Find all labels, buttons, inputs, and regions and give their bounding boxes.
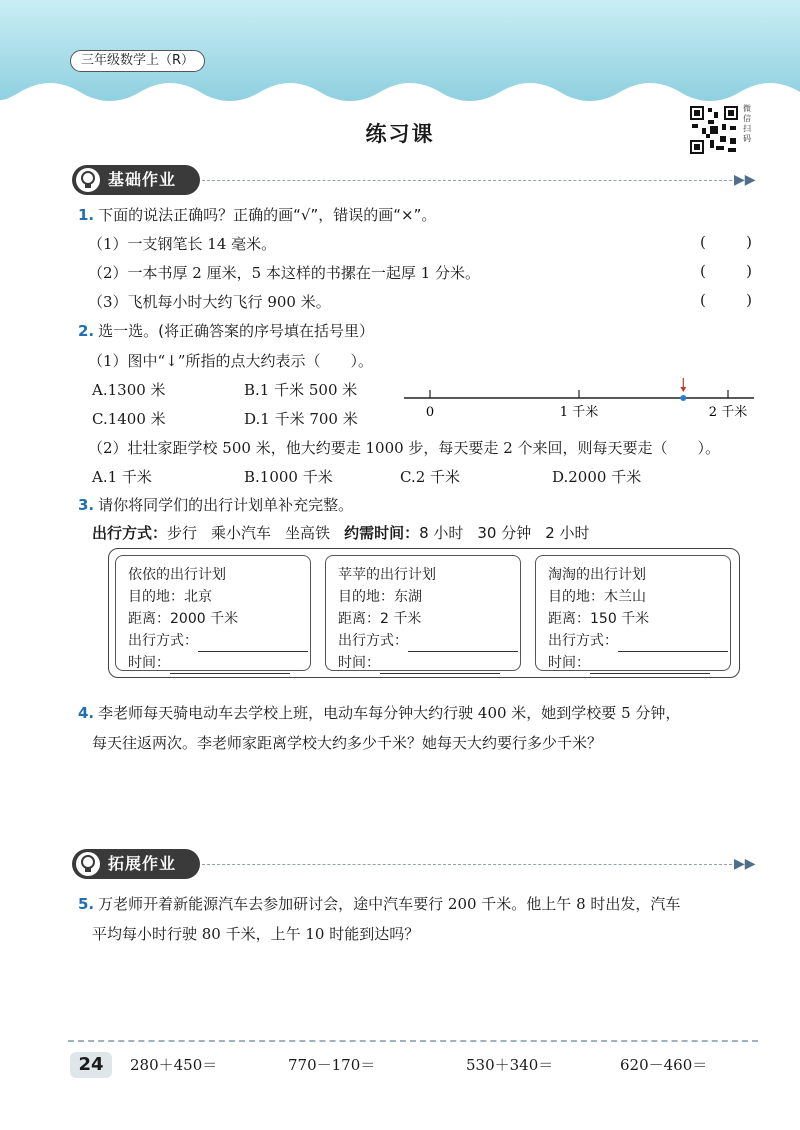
footer-divider — [68, 1040, 758, 1042]
plan-mode-row — [548, 630, 730, 652]
time-option: 2 小时 — [545, 524, 590, 542]
option-c[interactable]: C.2 千米 — [400, 468, 461, 486]
time-blank[interactable] — [170, 660, 290, 674]
question-number: 1. — [78, 206, 95, 224]
plan-card-yiyi — [115, 555, 311, 671]
section-divider — [202, 864, 732, 865]
question-4-line-2: 每天往返两次。李老师家距离学校大约多少千米？她每天大约要行多少千米？ — [92, 734, 603, 752]
option-d[interactable]: D.1 千米 700 米 — [244, 410, 358, 428]
time-option: 8 小时 — [419, 524, 464, 542]
time-blank[interactable] — [590, 660, 710, 674]
mode-option: 乘小汽车 — [211, 524, 272, 542]
question-3-title — [78, 494, 353, 515]
plan-time-row — [338, 652, 520, 674]
plan-card-pingping — [325, 555, 521, 671]
plan-time-row — [548, 652, 730, 674]
answer-blank[interactable] — [700, 291, 752, 309]
option-b[interactable]: B.1 千米 500 米 — [244, 381, 358, 399]
question-4-line-1 — [78, 702, 680, 723]
answer-blank[interactable] — [700, 233, 752, 251]
mental-calc-3: 530＋340＝ — [466, 1056, 554, 1074]
question-5-line-1 — [78, 893, 768, 914]
plan-mode-label: 出行方式： — [128, 633, 198, 649]
paren-close: ) — [746, 262, 752, 280]
question-text: 选一选。(将正确答案的序号填在括号里） — [98, 322, 374, 340]
question-number: 4. — [78, 704, 95, 722]
option-a[interactable]: A.1300 米 — [92, 381, 166, 399]
plan-destination: 目的地：北京 — [128, 589, 212, 605]
time-label: 约需时间： — [344, 524, 420, 542]
option-d[interactable]: D.2000 千米 — [552, 468, 642, 486]
paren-open: ( — [700, 291, 706, 309]
page-number: 24 — [70, 1052, 112, 1078]
time-blank[interactable] — [380, 660, 500, 674]
plan-mode-row — [128, 630, 310, 652]
paren-close: ) — [746, 233, 752, 251]
question-text: 万老师开着新能源汽车去参加研讨会，途中汽车要行 200 千米。他上午 8 时出发，汽车 — [98, 895, 681, 913]
plan-distance: 距离：2 千米 — [338, 611, 422, 627]
plan-mode-label: 出行方式： — [338, 633, 408, 649]
plan-time-label: 时间： — [548, 655, 590, 671]
section-label-basic: 基础作业 — [108, 170, 177, 189]
travel-options-row — [92, 522, 604, 543]
lightbulb-icon — [76, 168, 100, 192]
section-label-extended: 拓展作业 — [108, 854, 177, 873]
mode-option: 坐高铁 — [285, 524, 331, 542]
qr-code-icon[interactable] — [688, 104, 740, 156]
answer-area[interactable] — [92, 952, 742, 1032]
q1-item-1: （1）一支钢笔长 14 毫米。 — [88, 235, 277, 253]
page-title: 练习课 — [365, 122, 435, 146]
plan-mode-row — [338, 630, 520, 652]
paren-close: ) — [746, 291, 752, 309]
question-number: 2. — [78, 322, 95, 340]
tick-label-2km: 2 千米 — [708, 405, 748, 420]
mental-calc-4: 620－460＝ — [620, 1056, 708, 1074]
plan-card-taotao — [535, 555, 731, 671]
plan-destination: 目的地：东湖 — [338, 589, 422, 605]
tick-label-0: 0 — [425, 405, 435, 420]
q2-sub1-stem: （1）图中“↓”所指的点大约表示（ ）。 — [88, 352, 373, 370]
mental-calc-1: 280＋450＝ — [130, 1056, 218, 1074]
question-text: 李老师每天骑电动车去学校上班，电动车每分钟大约行驶 400 米，她到学校要 5 分钟， — [98, 704, 681, 722]
lightbulb-icon — [76, 852, 100, 876]
section-badge-extended — [72, 849, 200, 879]
plan-time-label: 时间： — [338, 655, 380, 671]
mode-option: 步行 — [167, 524, 198, 542]
answer-blank[interactable] — [700, 262, 752, 280]
plan-title: 依依的出行计划 — [128, 567, 226, 583]
plan-title: 苹苹的出行计划 — [338, 567, 436, 583]
qr-caption: 微信扫码 — [743, 104, 751, 143]
question-number: 5. — [78, 895, 95, 913]
plan-table — [108, 548, 740, 678]
question-number: 3. — [78, 496, 95, 514]
double-chevron-icon: ▶▶ — [734, 856, 756, 872]
question-text: 下面的说法正确吗？正确的画“√”，错误的画“×”。 — [98, 206, 437, 224]
answer-area[interactable] — [92, 762, 742, 840]
mode-blank[interactable] — [408, 638, 518, 652]
down-arrow-marker — [680, 378, 686, 401]
plan-title: 淘淘的出行计划 — [548, 567, 646, 583]
plan-distance: 距离：2000 千米 — [128, 611, 239, 627]
section-badge-basic — [72, 165, 200, 195]
option-c[interactable]: C.1400 米 — [92, 410, 166, 428]
tick-label-1km: 1 千米 — [559, 405, 599, 420]
question-2-title — [78, 320, 374, 341]
q1-item-3: （3）飞机每小时大约飞行 900 米。 — [88, 293, 331, 311]
plan-time-label: 时间： — [128, 655, 170, 671]
double-chevron-icon: ▶▶ — [734, 172, 756, 188]
q2-sub2-stem: （2）壮壮家距学校 500 米，他大约要走 1000 步，每天要走 2 个来回，则每天要走（ ）。 — [88, 439, 721, 457]
plan-destination: 目的地：木兰山 — [548, 589, 646, 605]
grade-tag: 三年级数学上（R） — [70, 50, 205, 72]
option-b[interactable]: B.1000 千米 — [244, 468, 333, 486]
option-a[interactable]: A.1 千米 — [92, 468, 152, 486]
paren-open: ( — [700, 233, 706, 251]
mode-blank[interactable] — [198, 638, 308, 652]
number-line — [400, 376, 760, 426]
q1-item-2: （2）一本书厚 2 厘米，5 本这样的书摞在一起厚 1 分米。 — [88, 264, 481, 282]
paren-open: ( — [700, 262, 706, 280]
mode-label: 出行方式： — [92, 524, 168, 542]
plan-time-row — [128, 652, 310, 674]
mental-calc-2: 770－170＝ — [288, 1056, 376, 1074]
time-option: 30 分钟 — [477, 524, 532, 542]
question-text: 请你将同学们的出行计划单补充完整。 — [98, 496, 354, 514]
question-5-line-2: 平均每小时行驶 80 千米，上午 10 时能到达吗？ — [92, 925, 420, 943]
plan-distance: 距离：150 千米 — [548, 611, 650, 627]
mode-blank[interactable] — [618, 638, 728, 652]
section-divider — [202, 180, 732, 181]
plan-mode-label: 出行方式： — [548, 633, 618, 649]
question-1-title — [78, 204, 436, 225]
